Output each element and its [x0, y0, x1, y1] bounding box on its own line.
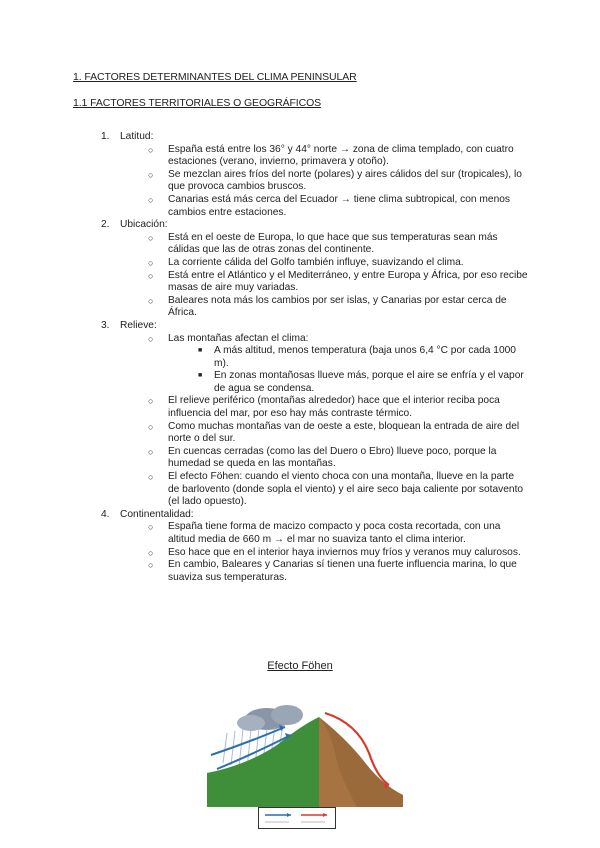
section-title: Latitud:: [120, 131, 154, 142]
sub-heading: 1.1 FACTORES TERRITORIALES O GEOGRÁFICOS: [73, 97, 322, 109]
sub-list-item: ■ En zonas montañosas llueve más, porque el aire se enfría y el vapor de agua se condensa.: [198, 370, 524, 394]
circle-bullet-icon: ○: [148, 522, 154, 533]
section-relieve: [0, 320, 600, 509]
circle-bullet-icon: ○: [148, 169, 154, 180]
section-number: 3.: [101, 319, 110, 331]
section-continentalidad: [0, 509, 600, 585]
figure-caption: Efecto Föhen: [267, 660, 333, 672]
section-ubicacion: [0, 219, 600, 320]
section-latitud: [0, 131, 600, 219]
circle-bullet-icon: ○: [148, 396, 154, 407]
circle-bullet-icon: ○: [148, 333, 154, 344]
list-item: ○ Eso hace que en el interior haya inviernos muy fríos y veranos muy calurosos.: [148, 546, 521, 558]
circle-bullet-icon: ○: [148, 547, 154, 558]
circle-bullet-icon: ○: [148, 270, 154, 281]
square-bullet-icon: ■: [198, 347, 203, 355]
circle-bullet-icon: ○: [148, 560, 154, 571]
circle-bullet-icon: ○: [148, 257, 154, 268]
list-item: ○ Como muchas montañas van de oeste a este, bloquean la entrada de aire del norte o del sur.: [148, 420, 520, 445]
circle-bullet-icon: ○: [148, 194, 154, 205]
circle-bullet-icon: ○: [148, 421, 154, 432]
circle-bullet-icon: ○: [148, 446, 154, 457]
section-number: 4.: [101, 508, 110, 520]
list-item: ○ Canarias está más cerca del Ecuador → tiene clima subtropical, con menos cambios entre estaciones.: [148, 193, 511, 218]
section-title: Continentalidad:: [120, 508, 194, 520]
list-item: ○ Está en el oeste de Europa, lo que hace que sus temperaturas sean más cálidas que las de otras zonas del continente.: [148, 231, 498, 256]
section-title: Relieve:: [120, 319, 157, 331]
square-bullet-icon: ■: [198, 372, 203, 380]
list-item: ○ Baleares nota más los cambios por ser islas, y Canarias por estar cerca de África.: [148, 294, 507, 319]
list-item: ○ España tiene forma de macizo compacto y poca costa recortada, con una altitud media de 660 m → el mar no suaviza tanto el clima interior.: [148, 521, 501, 545]
section-number: 2.: [101, 219, 110, 231]
list-item: ○ Las montañas afectan el clima:: [148, 332, 309, 344]
circle-bullet-icon: ○: [148, 232, 154, 243]
figure-legend: [258, 807, 336, 829]
list-item: ○ Se mezclan aires fríos del norte (polares) y aires cálidos del sur (tropicales), lo que provoca cambios bruscos.: [148, 168, 522, 193]
foehn-effect-illustration: [207, 703, 403, 807]
legend-arrows-icon: [259, 808, 335, 828]
list-item: ○ En cuencas cerradas (como las del Duero o Ebro) llueve poco, porque la humedad se queda en las montañas.: [148, 445, 497, 470]
list-item: ○ España está entre los 36° y 44° norte → zona de clima templado, con cuatro estaciones (verano, invierno, primavera y otoño).: [148, 143, 514, 168]
list-item: ○ El efecto Föhen: cuando el viento choca con una montaña, llueve en la parte de barlovento (donde sopla el viento) y el aire seco baja caliente por sotavento (el lado opuesto).: [148, 471, 524, 508]
sub-list-item: ■ A más altitud, menos temperatura (baja unos 6,4 °C por cada 1000 m).: [198, 345, 516, 369]
circle-bullet-icon: ○: [148, 295, 154, 306]
list-item: ○ En cambio, Baleares y Canarias sí tienen una fuerte influencia marina, lo que suaviza sus temperaturas.: [148, 559, 517, 583]
circle-bullet-icon: ○: [148, 472, 154, 483]
section-title: Ubicación:: [120, 219, 168, 231]
circle-bullet-icon: ○: [148, 144, 154, 155]
main-heading: 1. FACTORES DETERMINANTES DEL CLIMA PENINSULAR: [73, 71, 357, 83]
list-item: ○ El relieve periférico (montañas alrededor) hace que el interior reciba poca influencia del mar, por eso hay más contraste térmico.: [148, 395, 500, 420]
list-item: ○ La corriente cálida del Golfo también influye, suavizando el clima.: [148, 256, 464, 268]
list-item: ○ Está entre el Atlántico y el Mediterráneo, y entre Europa y África, por eso recibe masas de aire muy variadas.: [148, 269, 528, 294]
factor-list: [0, 131, 600, 584]
section-number: 1.: [101, 131, 110, 142]
